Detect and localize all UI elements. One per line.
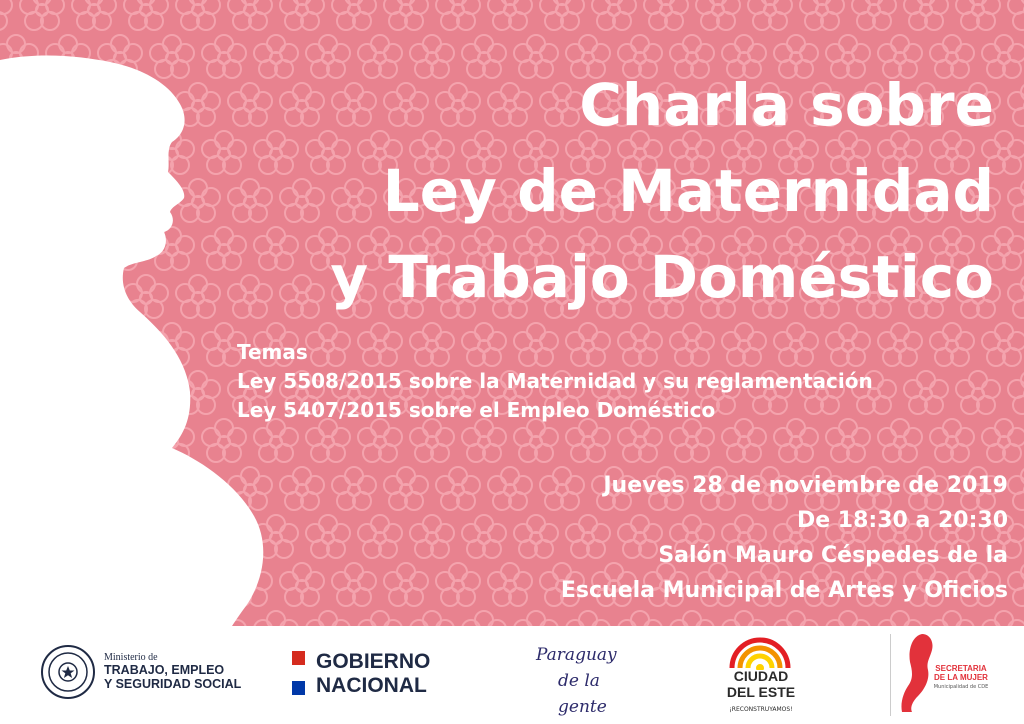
ciudad-del-este-logo bbox=[722, 668, 800, 700]
event-time: De 18:30 a 20:30 bbox=[796, 508, 1008, 533]
paraguay-line-2: de la gente bbox=[558, 671, 607, 717]
sponsor-footer bbox=[0, 626, 1024, 724]
flower-motif bbox=[462, 611, 506, 626]
flower-motif bbox=[566, 419, 610, 462]
flower-motif bbox=[722, 419, 766, 462]
flower-motif bbox=[514, 419, 558, 462]
flower-motif bbox=[982, 611, 1024, 626]
event-venue-line-2: Escuela Municipal de Artes y Oficios bbox=[560, 578, 1008, 603]
gobierno-line-2: NACIONAL bbox=[316, 674, 427, 697]
sm-line-1: SECRETARIA bbox=[935, 664, 987, 673]
mtess-line-1: TRABAJO, EMPLEO bbox=[104, 663, 225, 677]
cde-line-2: DEL ESTE bbox=[726, 684, 796, 700]
flower-motif bbox=[1008, 83, 1024, 126]
flower-motif bbox=[774, 419, 818, 462]
title-line-3: y Trabajo Doméstico bbox=[330, 243, 994, 311]
flower-motif bbox=[644, 0, 688, 30]
flower-motif bbox=[696, 0, 740, 30]
flower-motif bbox=[332, 0, 376, 30]
flower-motif bbox=[982, 419, 1024, 462]
flower-motif bbox=[410, 419, 454, 462]
flower-motif bbox=[722, 611, 766, 626]
cde-tagline: ¡RECONSTRUYAMOS! bbox=[729, 706, 793, 713]
flower-motif bbox=[826, 419, 870, 462]
mtess-line-2: Y SEGURIDAD SOCIAL bbox=[104, 677, 242, 691]
flower-motif bbox=[878, 419, 922, 462]
flower-motif bbox=[878, 323, 922, 366]
flower-motif bbox=[904, 371, 948, 414]
flower-motif bbox=[540, 0, 584, 30]
flower-motif bbox=[800, 0, 844, 30]
topics-heading: Temas bbox=[237, 340, 308, 364]
flower-motif bbox=[1008, 371, 1024, 414]
flower-motif bbox=[462, 419, 506, 462]
flower-motif bbox=[1008, 179, 1024, 222]
flower-motif bbox=[436, 0, 480, 30]
topic-item: Ley 5407/2015 sobre el Empleo Doméstico bbox=[237, 398, 716, 422]
flower-motif bbox=[592, 0, 636, 30]
flower-motif bbox=[904, 0, 948, 30]
title-line-1: Charla sobre bbox=[579, 71, 994, 139]
flower-motif bbox=[514, 611, 558, 626]
secretaria-mujer-logo bbox=[930, 664, 992, 682]
flower-motif bbox=[982, 323, 1024, 366]
flower-motif bbox=[670, 419, 714, 462]
flower-motif bbox=[774, 611, 818, 626]
topics-block bbox=[237, 338, 873, 425]
flower-motif bbox=[358, 611, 402, 626]
flower-motif bbox=[670, 611, 714, 626]
gobierno-line-1: GOBIERNO bbox=[316, 650, 431, 673]
flower-motif bbox=[826, 611, 870, 626]
paraguay-line-1: Paraguay bbox=[536, 645, 617, 665]
flower-motif bbox=[748, 0, 792, 30]
sm-subtitle: Municipalidad de CDE bbox=[933, 684, 989, 690]
topic-item: Ley 5508/2015 sobre la Maternidad y su reglamentación bbox=[237, 369, 873, 393]
cde-line-1: CIUDAD bbox=[733, 668, 789, 684]
ciudad-del-este-emblem-icon bbox=[728, 628, 792, 670]
flower-motif bbox=[618, 611, 662, 626]
flower-motif bbox=[384, 0, 428, 30]
paraguay-de-la-gente-logo bbox=[536, 642, 646, 720]
event-venue-line-1: Salón Mauro Céspedes de la bbox=[658, 543, 1008, 568]
event-date: Jueves 28 de noviembre de 2019 bbox=[603, 473, 1008, 498]
flower-motif bbox=[878, 611, 922, 626]
gobierno-nacional-logo bbox=[316, 650, 430, 698]
national-seal-icon bbox=[40, 644, 96, 700]
flower-motif bbox=[618, 419, 662, 462]
flower-motif bbox=[930, 323, 974, 366]
mtess-small-line: Ministerio de bbox=[104, 652, 158, 663]
flower-motif bbox=[410, 611, 454, 626]
event-details bbox=[368, 468, 1008, 608]
flower-motif bbox=[358, 419, 402, 462]
mtess-logo bbox=[104, 652, 241, 691]
flag-icon bbox=[292, 651, 305, 695]
flower-motif bbox=[956, 371, 1000, 414]
flower-motif bbox=[852, 0, 896, 30]
flower-motif bbox=[930, 419, 974, 462]
flower-motif bbox=[1008, 275, 1024, 318]
footer-divider bbox=[890, 634, 891, 716]
flower-motif bbox=[930, 611, 974, 626]
title-line-2: Ley de Maternidad bbox=[382, 157, 994, 225]
flower-motif bbox=[1008, 0, 1024, 30]
flower-motif bbox=[956, 0, 1000, 30]
flower-motif bbox=[566, 611, 610, 626]
flower-motif bbox=[488, 0, 532, 30]
event-title bbox=[174, 62, 994, 320]
flower-motif bbox=[1008, 563, 1024, 606]
sm-line-2: DE LA MUJER bbox=[934, 673, 988, 682]
flower-motif bbox=[1008, 467, 1024, 510]
